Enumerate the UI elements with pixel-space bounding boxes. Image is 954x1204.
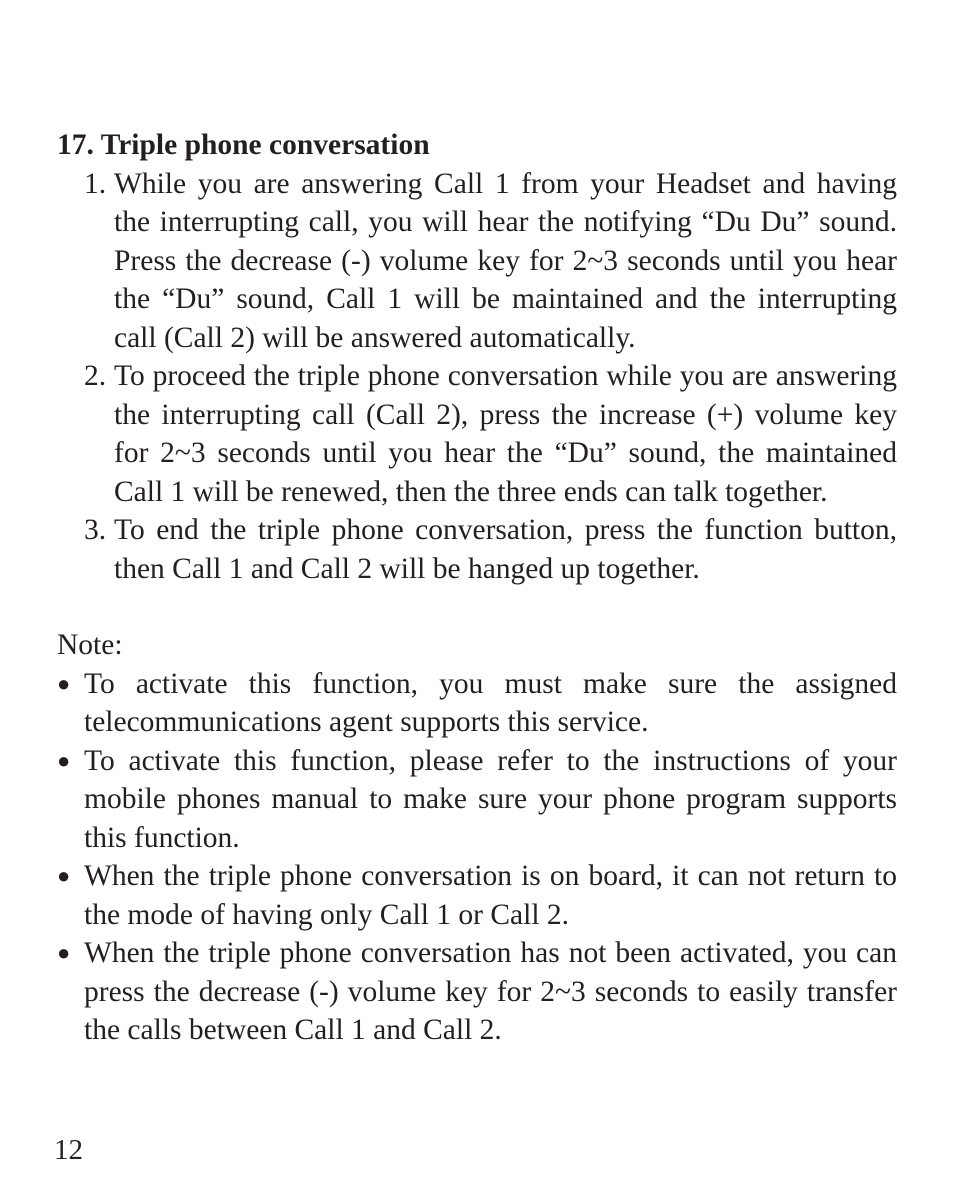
step-text: While you are answering Call 1 from your Headset and having the interrupting call, you will hear the notifying “Du Du” sound. Press the decrease (-) volume key for 2~3 seconds until you hear the “Du” sound, Call 1 will be maintained and the interrupting call (Call 2) will be answered automatically. [114,167,897,354]
step-text: To proceed the triple phone conversation while you are answering the interrupting call (Call 2), press the increase (+) volume key for 2~3 seconds until you hear the “Du” sound, the maintained Call 1 will be renewed, then the three ends can talk together. [114,360,897,508]
list-item [57,665,897,742]
bullet-text: To activate this function, you must make sure the assigned telecommunications agent supports this service. [84,667,897,738]
bullet-text: When the triple phone conversation has not been activated, you can press the decrease (-) volume key for 2~3 seconds to easily transfer the calls between Call 1 and Call 2. [84,937,897,1046]
manual-page [57,126,897,1050]
step-text: To end the triple phone conversation, press the function button, then Call 1 and Call 2 will be hanged up together. [114,514,897,585]
bullet-icon: ● [57,940,71,965]
list-item [57,742,897,858]
list-item [57,934,897,1050]
list-item [57,857,897,934]
page-number: 12 [54,1134,83,1166]
bullet-icon: ● [57,670,71,696]
bullet-icon: ● [57,747,71,773]
step-number: 2. [84,360,107,392]
step-item [84,165,897,358]
step-number: 1. [84,167,107,200]
note-bullets-list [57,665,897,1050]
step-item [84,357,897,511]
bullet-icon: ● [57,863,71,888]
note-label: Note: [57,629,123,661]
section-title: 17. Triple phone conversation [57,129,430,161]
bullet-text: To activate this function, please refer to the instructions of your mobile phones manual to make sure your phone program supports this function. [84,744,897,854]
step-item [84,511,897,588]
step-number: 3. [84,514,107,546]
steps-list [57,165,897,589]
bullet-text: When the triple phone conversation is on board, it can not return to the mode of having only Call 1 or Call 2. [84,860,897,931]
